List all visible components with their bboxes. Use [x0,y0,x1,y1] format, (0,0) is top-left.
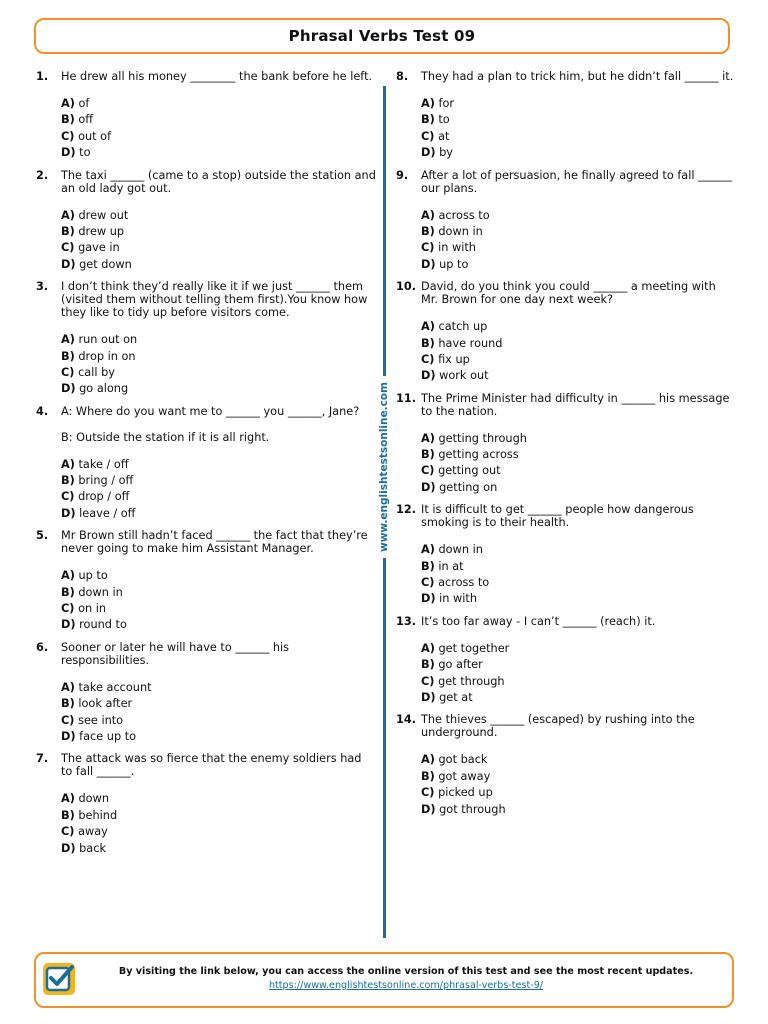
option-label: catch up [438,320,488,334]
option-label: get down [79,257,132,271]
question [36,405,376,523]
answer-option[interactable] [421,591,736,607]
question-number: 4. [36,404,49,418]
answer-option[interactable] [61,208,376,224]
page-title: Phrasal Verbs Test 09 [288,27,476,45]
option-letter: D) [421,480,436,494]
answer-option[interactable] [421,542,736,558]
option-letter: C) [421,576,435,590]
checkbox-icon [42,962,76,996]
question-number: 9. [396,168,409,182]
question-text [61,169,376,195]
option-label: out of [78,129,112,143]
answer-option[interactable] [61,381,376,397]
answer-option[interactable] [421,319,736,335]
answer-option[interactable] [421,352,736,368]
option-letter: D) [421,690,436,704]
answer-option[interactable] [421,208,736,224]
answer-option[interactable] [61,473,376,489]
answer-options [61,208,376,274]
option-label: go along [79,382,129,396]
option-label: gave in [78,241,120,255]
answer-option[interactable] [421,690,736,706]
option-label: go after [438,658,483,672]
answer-options [421,542,736,608]
question-text [421,503,736,529]
answer-option[interactable] [421,480,736,496]
option-letter: B) [421,559,435,573]
option-letter: C) [61,129,75,143]
option-label: up to [78,569,108,583]
option-letter: B) [61,474,75,488]
answer-option[interactable] [61,224,376,240]
option-letter: C) [61,713,75,727]
option-letter: B) [61,697,75,711]
option-label: fix up [438,352,470,366]
answer-option[interactable] [61,585,376,601]
option-label: drop / off [78,490,130,504]
option-label: down [78,792,109,806]
option-label: of [78,97,90,110]
answer-option[interactable] [61,824,376,840]
footer-link[interactable]: https://www.englishtestsonline.com/phrasal-verbs-test-9/ [268,980,544,991]
question-text [61,529,376,555]
option-letter: D) [61,257,76,271]
answer-options [421,208,736,274]
option-letter: D) [421,257,436,271]
question-number: 3. [36,280,49,294]
option-letter: A) [61,457,75,471]
question [396,713,736,818]
option-label: down in [78,585,123,599]
option-letter: C) [421,129,435,143]
question-number: 2. [36,168,49,182]
option-letter: A) [61,208,75,222]
option-letter: D) [421,592,436,606]
answer-option[interactable] [61,506,376,522]
option-label: look after [78,697,133,711]
question [36,169,376,274]
option-letter: A) [61,680,75,694]
option-label: work out [439,369,489,383]
question-number: 10. [396,280,417,294]
option-label: down in [438,224,483,238]
answer-options [61,680,376,746]
answer-option[interactable] [421,240,736,256]
question [396,615,736,707]
answer-option[interactable] [421,802,736,818]
option-label: drew out [78,208,129,222]
option-letter: D) [61,841,76,855]
question [396,70,736,162]
option-letter: A) [421,543,435,557]
option-letter: B) [421,769,435,783]
option-label: in with [439,592,477,606]
answer-option[interactable] [421,657,736,673]
option-letter: A) [61,333,75,347]
answer-option[interactable] [61,129,376,145]
option-letter: B) [61,585,75,599]
option-label: getting out [438,464,501,478]
side-url: www.englishtestsonline.com [378,376,390,558]
option-label: across to [438,208,490,222]
question-text [421,392,736,418]
question-number: 5. [36,529,49,543]
option-label: for [438,97,455,110]
question-text-line: The taxi ______ (came to a stop) outside the station and an old lady got out. [61,168,376,195]
answer-option[interactable] [421,431,736,447]
question-text-line: It is difficult to get ______ people how dangerous smoking is to their health. [421,503,694,530]
option-letter: D) [61,382,76,396]
option-letter: C) [61,825,75,839]
question-text [421,713,736,739]
option-label: up to [439,257,469,271]
footer-text: By visiting the link below, you can access the online version of this test and see the most recent updates. [118,966,694,977]
option-letter: B) [421,448,435,462]
question-text-line: The attack was so fierce that the enemy soldiers had to fall ______. [61,752,362,779]
option-label: take account [78,680,152,694]
question-number: 12. [396,503,417,517]
answer-option[interactable] [61,240,376,256]
question [396,503,736,608]
option-letter: C) [421,464,435,478]
option-label: got away [438,769,491,783]
option-letter: A) [421,431,435,445]
question-number: 1. [36,70,49,83]
option-letter: D) [421,146,436,160]
question [36,280,376,398]
answer-option[interactable] [61,729,376,745]
answer-option[interactable] [421,769,736,785]
question [36,70,376,162]
option-label: call by [78,365,115,379]
question-number: 7. [36,752,49,766]
option-label: getting through [438,431,527,445]
option-label: behind [78,808,118,822]
question-number: 6. [36,640,49,654]
question-text-line: The Prime Minister had difficulty in ______ his message to the nation. [421,391,730,418]
answer-option[interactable] [61,489,376,505]
question [36,529,376,634]
answer-option[interactable] [421,674,736,690]
option-letter: A) [61,792,75,806]
answer-option[interactable] [61,457,376,473]
answer-option[interactable] [421,145,736,161]
answer-option[interactable] [421,96,736,112]
question-text [61,405,376,444]
option-letter: A) [421,320,435,334]
option-letter: B) [421,113,435,127]
footer-box [34,952,734,1008]
option-letter: B) [61,349,75,363]
option-label: back [79,841,106,855]
answer-options [61,791,376,857]
question-text [61,70,376,83]
option-label: drop in on [78,349,136,363]
option-label: across to [438,576,490,590]
option-letter: C) [61,365,75,379]
answer-option[interactable] [421,752,736,768]
answer-option[interactable] [421,336,736,352]
option-letter: D) [61,146,76,160]
option-label: drew up [78,224,125,238]
answer-options [421,752,736,818]
option-letter: A) [61,569,75,583]
answer-option[interactable] [421,368,736,384]
question-text-line: I don’t think they’d really like it if we just ______ them (visited them without telling them first).You know how they like to tidy up before visitors come. [61,280,368,320]
option-letter: B) [61,808,75,822]
option-label: run out on [78,333,138,347]
option-label: getting across [438,448,519,462]
question [396,169,736,274]
option-label: see into [78,713,124,727]
option-letter: B) [61,224,75,238]
option-label: on in [78,602,107,616]
answer-option[interactable] [421,785,736,801]
answer-option[interactable] [61,332,376,348]
questions-column-right [396,70,736,825]
option-label: leave / off [79,506,136,520]
question-text [61,641,376,667]
answer-option[interactable] [61,96,376,112]
option-letter: C) [61,490,75,504]
option-label: at [438,129,450,143]
question-text [421,169,736,195]
answer-option[interactable] [61,568,376,584]
answer-options [421,641,736,707]
option-label: to [79,146,91,160]
answer-option[interactable] [61,112,376,128]
answer-option[interactable] [421,463,736,479]
option-letter: B) [421,336,435,350]
answer-options [421,319,736,385]
answer-option[interactable] [61,680,376,696]
option-letter: D) [61,618,76,632]
question-number: 11. [396,391,417,405]
answer-option[interactable] [61,841,376,857]
answer-option[interactable] [61,808,376,824]
option-label: round to [79,618,127,632]
answer-options [61,332,376,398]
option-letter: D) [421,369,436,383]
answer-option[interactable] [61,601,376,617]
option-letter: C) [421,786,435,800]
option-letter: A) [421,97,435,110]
answer-option[interactable] [61,696,376,712]
option-label: get through [438,674,505,688]
option-letter: C) [61,602,75,616]
option-label: get together [438,641,510,655]
answer-option[interactable] [421,575,736,591]
option-label: take / off [78,457,129,471]
question-text-line: It’s too far away - I can’t ______ (reach) it. [421,614,656,628]
option-label: got back [438,753,488,767]
answer-options [61,568,376,634]
option-letter: C) [421,352,435,366]
question-text-line: A: Where do you want me to ______ you ______, Jane? [61,404,360,418]
answer-option[interactable] [421,112,736,128]
option-label: getting on [439,480,498,494]
option-label: in with [438,241,476,255]
question-text [61,752,376,778]
question-text [61,280,376,319]
question-text [421,280,736,306]
option-label: by [439,146,453,160]
option-label: have round [438,336,503,350]
answer-option[interactable] [61,257,376,273]
option-label: face up to [79,729,137,743]
question-text-line: Mr Brown still hadn’t faced ______ the fact that they’re never going to make him Assistant Manager. [61,529,368,556]
option-letter: D) [421,802,436,816]
option-label: got through [439,802,506,816]
option-label: bring / off [78,474,134,488]
answer-option[interactable] [421,641,736,657]
question [396,280,736,385]
option-label: to [438,113,450,127]
answer-option[interactable] [421,447,736,463]
answer-options [61,457,376,523]
option-letter: B) [61,113,75,127]
question-text-line: They had a plan to trick him, but he didn’t fall ______ it. [421,70,734,83]
answer-options [61,96,376,162]
question-text [421,70,736,83]
questions-column-left [36,70,376,864]
option-letter: A) [421,208,435,222]
question [36,752,376,857]
question [36,641,376,746]
answer-option[interactable] [421,257,736,273]
question-number: 14. [396,713,417,727]
answer-option[interactable] [61,713,376,729]
question-number: 13. [396,614,417,628]
option-letter: C) [421,241,435,255]
question-text-line: Sooner or later he will have to ______ his responsibilities. [61,640,290,667]
answer-option[interactable] [421,129,736,145]
answer-option[interactable] [61,145,376,161]
option-letter: D) [61,506,76,520]
option-label: in at [438,559,464,573]
answer-option[interactable] [61,617,376,633]
answer-option[interactable] [421,224,736,240]
question-text-line: He drew all his money ________ the bank before he left. [61,70,373,83]
option-letter: C) [61,241,75,255]
answer-option[interactable] [61,791,376,807]
question-text [421,615,736,628]
option-letter: A) [421,753,435,767]
option-label: away [78,825,108,839]
option-letter: A) [61,97,75,110]
title-box [34,18,730,54]
option-label: get at [439,690,473,704]
question-text-line: B: Outside the station if it is all right. [61,430,270,444]
question [396,392,736,497]
option-letter: B) [421,658,435,672]
option-letter: A) [421,641,435,655]
question-number: 8. [396,70,409,83]
answer-option[interactable] [61,349,376,365]
option-letter: C) [421,674,435,688]
option-letter: B) [421,224,435,238]
option-letter: D) [61,729,76,743]
answer-options [421,431,736,497]
option-label: off [78,113,94,127]
question-text-line: David, do you think you could ______ a meeting with Mr. Brown for one day next week? [421,280,716,307]
answer-option[interactable] [61,365,376,381]
question-text-line: After a lot of persuasion, he finally agreed to fall ______ our plans. [421,168,732,195]
option-label: down in [438,543,483,557]
option-label: picked up [438,786,493,800]
answer-options [421,96,736,162]
question-text-line: The thieves ______ (escaped) by rushing into the underground. [421,713,695,740]
answer-option[interactable] [421,559,736,575]
